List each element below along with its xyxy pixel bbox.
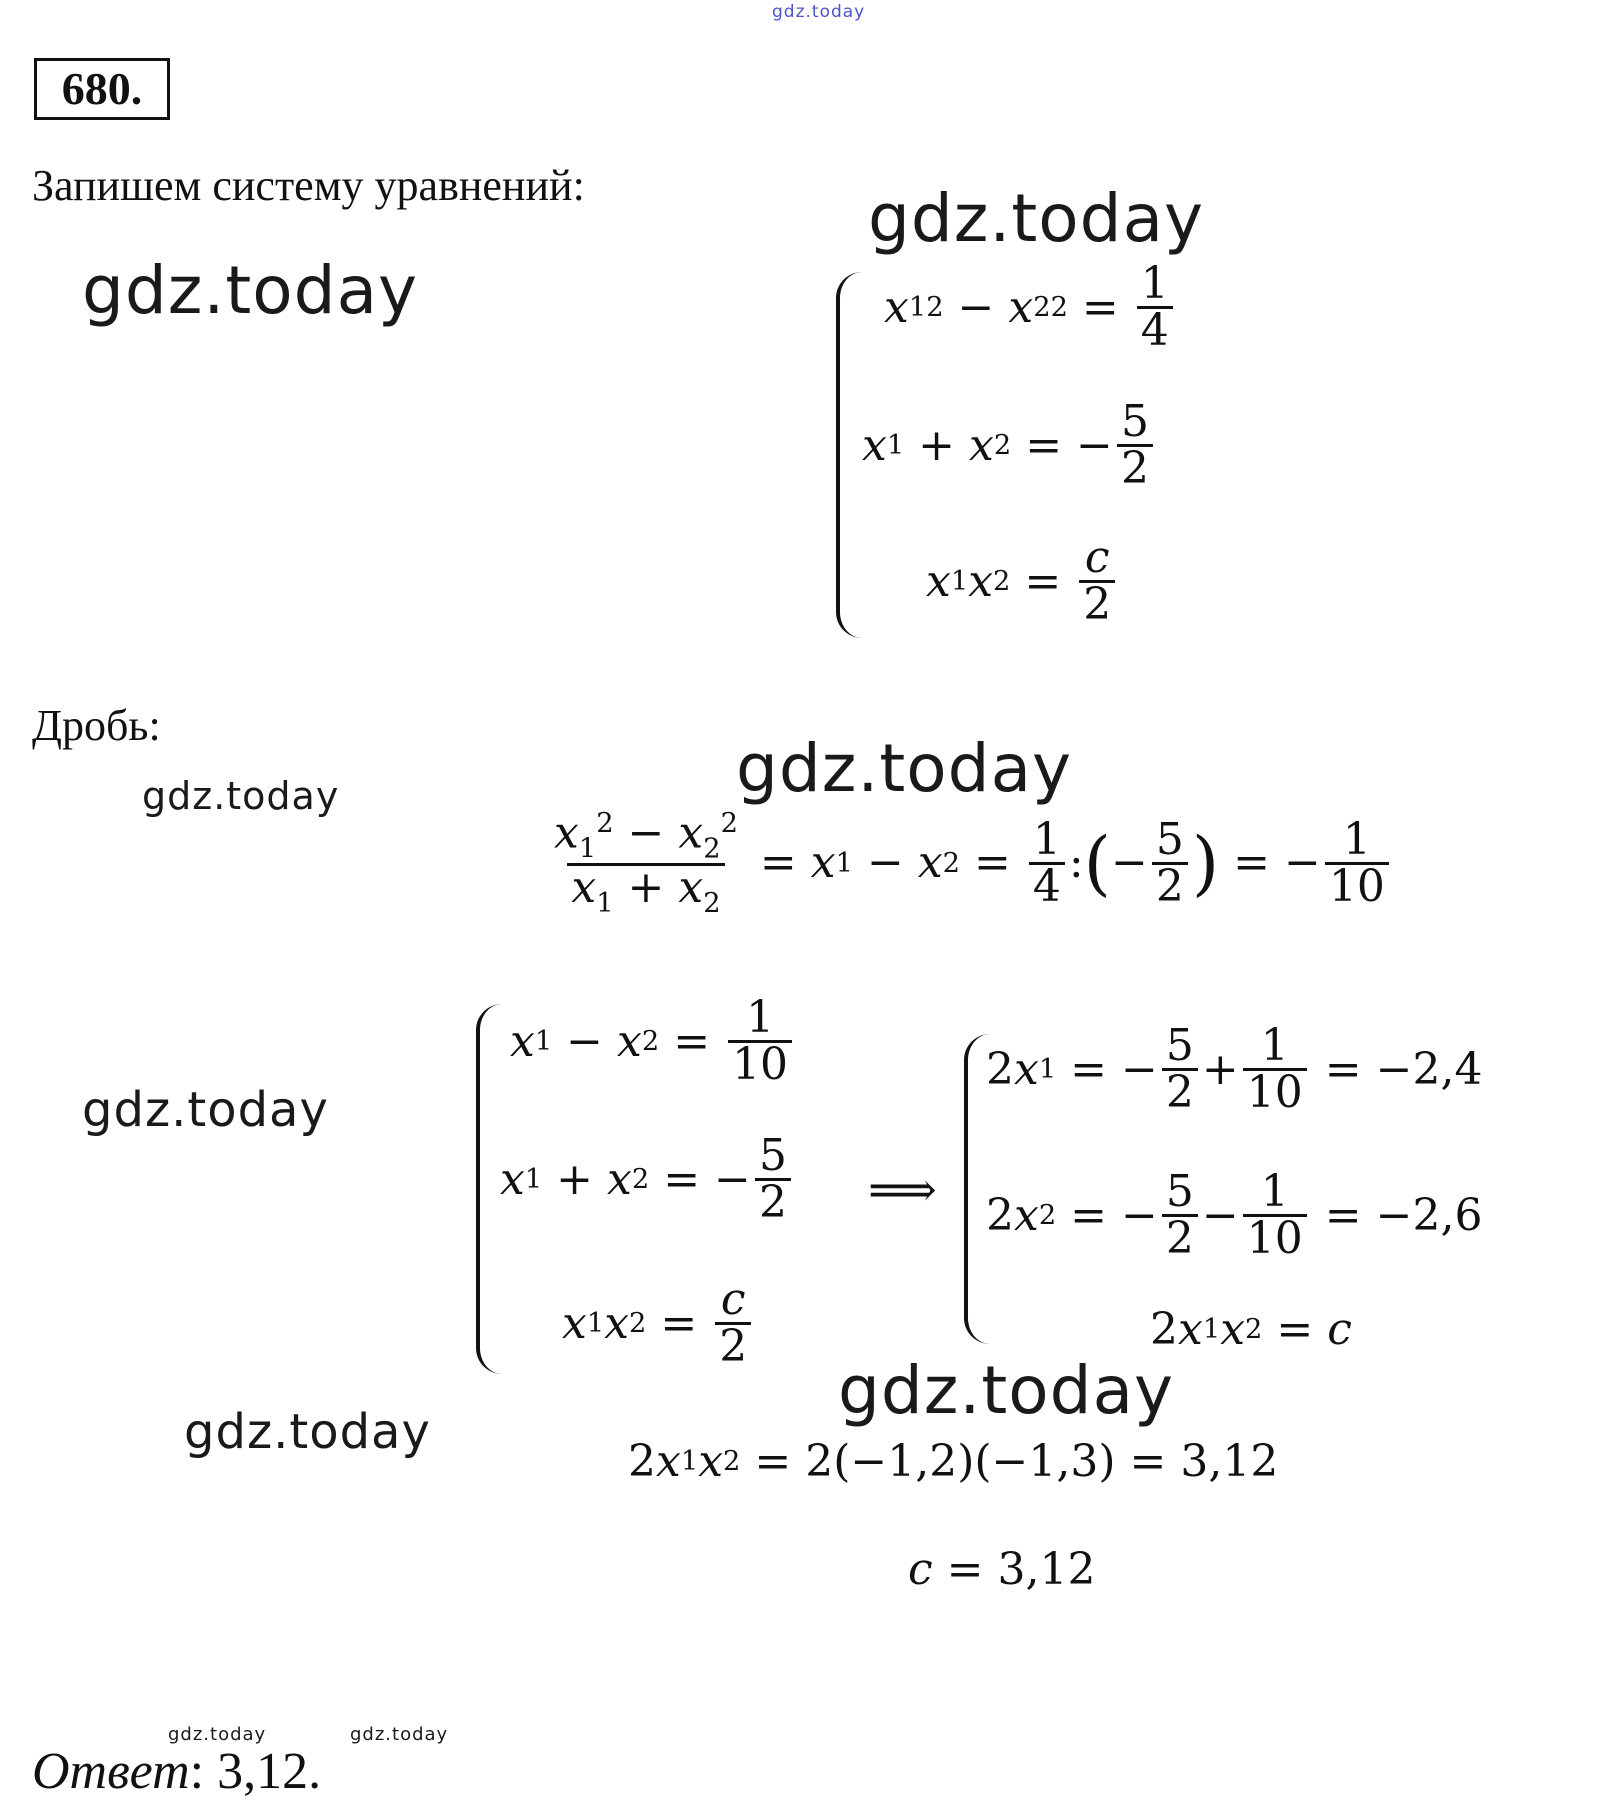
equation: 2 x 1 = − $\frac{5}{2}$ + $\frac{1}{10}$ = −2,4 bbox=[986, 1020, 1483, 1118]
equation: 2 x 2 = − $\frac{5}{2}$ − $\frac{1}{10}$ = −2,6 bbox=[986, 1166, 1483, 1264]
watermark: gdz.today bbox=[82, 1082, 329, 1138]
equation: x 1 − x 2 = $\frac{1}{10}$ bbox=[510, 996, 796, 1087]
implies-arrow: ⟹ bbox=[868, 1162, 937, 1218]
equation: x 1 2 − x 2 2 = $\frac{1}{4}$ bbox=[884, 262, 1177, 353]
equation: x 1 + x 2 = − $\frac{5}{2}$ bbox=[862, 400, 1157, 491]
problem-number: 680. bbox=[34, 58, 170, 120]
watermark: gdz.today bbox=[350, 1724, 449, 1745]
answer bbox=[32, 1742, 321, 1801]
brace bbox=[476, 1004, 502, 1374]
intro-text: Запишем систему уравнений: bbox=[32, 161, 585, 210]
answer-label: Ответ bbox=[32, 1743, 190, 1800]
watermark: gdz.today bbox=[736, 730, 1073, 807]
result-equation: c = 3,12 bbox=[908, 1544, 1096, 1595]
fraction-heading: Дробь: bbox=[32, 701, 161, 750]
brace bbox=[836, 272, 862, 638]
watermark: gdz.today bbox=[82, 252, 419, 329]
fraction-equation: $\frac{x_1^2 - x_2^2}{x_1 + x_2}$ = x 1 − x 2 = $\frac{1}{4}$ : ( − $\frac{5}{2}$ ) = − $\frac{1}{10}$ bbox=[546, 810, 1393, 917]
watermark: gdz.today bbox=[184, 1404, 431, 1460]
watermark-top: gdz.today bbox=[772, 2, 866, 22]
watermark: gdz.today bbox=[142, 774, 340, 818]
equation: x 1 x 2 = $\frac{c}{2}$ bbox=[562, 1278, 755, 1369]
product-equation: 2 x 1 x 2 = 2(−1,2)(−1,3) = 3,12 bbox=[628, 1436, 1279, 1487]
watermark: gdz.today bbox=[838, 1352, 1175, 1429]
equation: 2 x 1 x 2 = c bbox=[1150, 1304, 1352, 1355]
answer-value: : 3,12. bbox=[189, 1743, 322, 1800]
watermark: gdz.today bbox=[168, 1724, 267, 1745]
equation: x 1 x 2 = $\frac{c}{2}$ bbox=[926, 536, 1119, 627]
watermark: gdz.today bbox=[868, 180, 1205, 257]
equation: x 1 + x 2 = − $\frac{5}{2}$ bbox=[500, 1134, 795, 1225]
